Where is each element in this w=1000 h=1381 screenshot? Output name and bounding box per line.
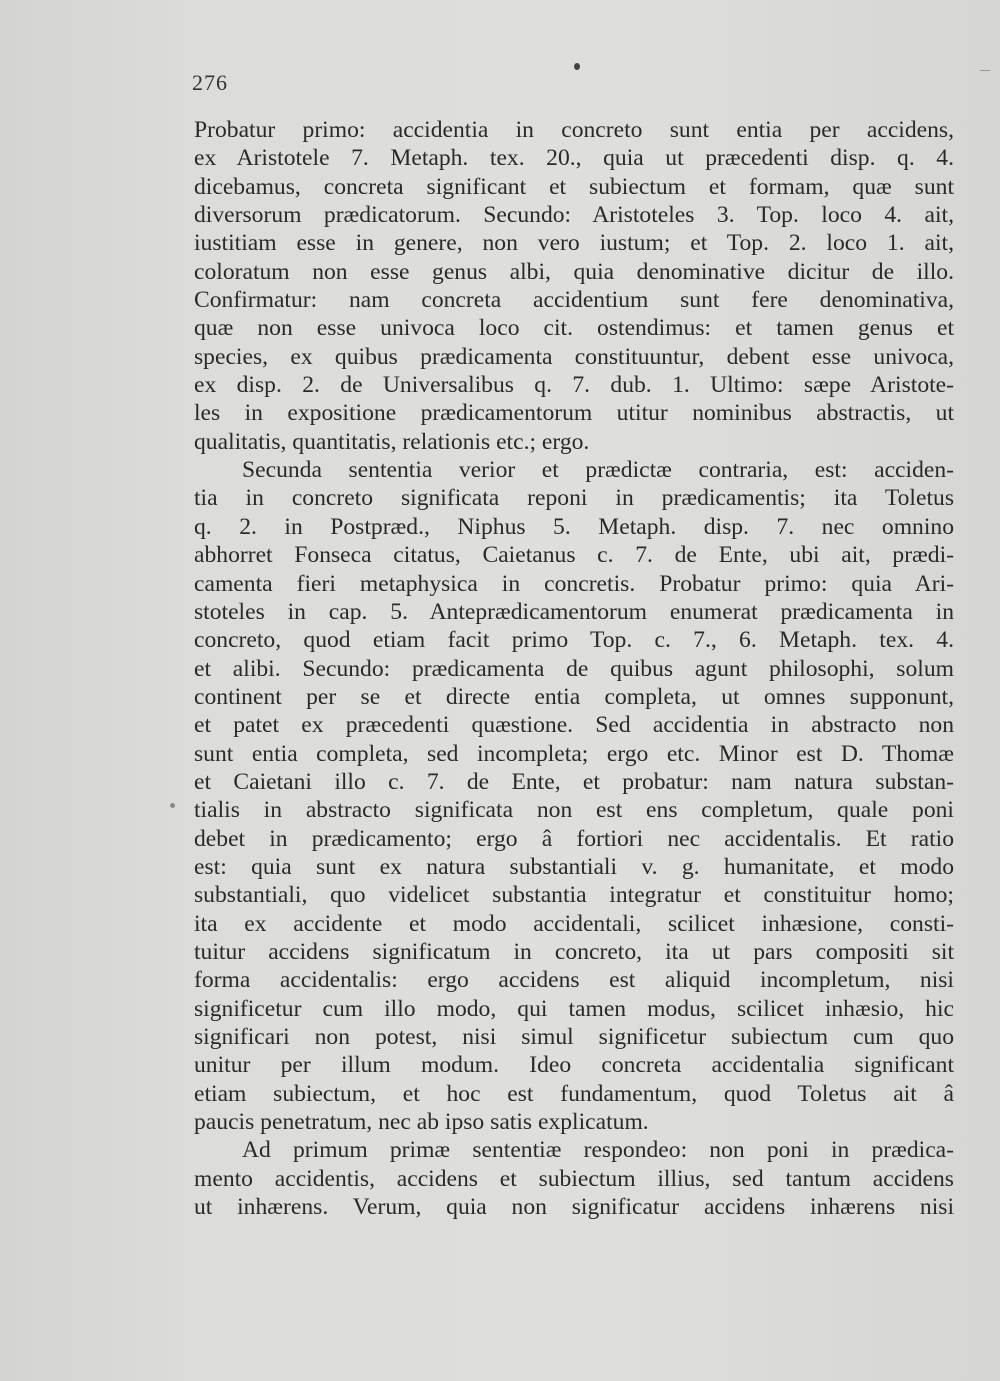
text-line: Confirmatur: nam concreta accidentium sunt fere denominativa, [194,287,954,314]
text-line: mento accidentis, accidens et subiectum illius, sed tantum accidens [194,1165,954,1192]
text-line: abhorret Fonseca citatus, Caietanus c. 7. de Ente, ubi ait, prædi- [194,542,954,569]
text-line: concreto, quod etiam facit primo Top. c. 7., 6. Metaph. tex. 4. [194,627,954,654]
text-line: unitur per illum modum. Ideo concreta accidentalia significant [194,1052,954,1079]
text-line: iustitiam esse in genere, non vero iustum; et Top. 2. loco 1. ait, [194,230,954,257]
text-line: significetur cum illo modo, qui tamen modus, scilicet inhæsio, hic [194,995,954,1022]
text-line: ex Aristotele 7. Metaph. tex. 20., quia ut præcedenti disp. q. 4. [194,145,954,172]
page-number: 276 [192,70,228,95]
text-line: ex disp. 2. de Universalibus q. 7. dub. 1. Ultimo: sæpe Aristote- [194,372,954,399]
text-line: coloratum non esse genus albi, quia denominative dicitur de illo. [194,258,954,285]
text-line: q. 2. in Postpræd., Niphus 5. Metaph. disp. 7. nec omnino [194,513,954,540]
text-line: tia in concreto significata reponi in prædicamentis; ita Toletus [194,485,954,512]
text-line: quæ non esse univoca loco cit. ostendimus: et tamen genus et [194,315,954,342]
text-line: qualitatis, quantitatis, relationis etc.; ergo. [194,428,590,455]
text-line: et alibi. Secundo: prædicamenta de quibus agunt philosophi, solum [194,655,954,682]
text-line: ut inhærens. Verum, quia non significatur accidens inhærens nisi [194,1194,954,1221]
text-line: et patet ex præcedenti quæstione. Sed accidentia in abstracto non [194,712,954,739]
text-line: les in expositione prædicamentorum utitur nominibus abstractis, ut [194,400,954,427]
margin-mark [170,803,175,808]
text-line: stoteles in cap. 5. Anteprædicamentorum enumerat prædicamenta in [194,598,954,625]
text-line: diversorum prædicatorum. Secundo: Aristoteles 3. Top. loco 4. ait, [194,202,954,229]
text-line: tuitur accidens significatum in concreto, ita ut pars compositi sit [194,938,954,965]
text-line: substantiali, quo videlicet substantia integratur et constituitur homo; [194,882,954,909]
text-line: significari non potest, nisi simul significetur subiectum cum quo [194,1024,954,1050]
text-line: sunt entia completa, sed incompleta; ergo etc. Minor est D. Thomæ [194,740,954,767]
text-line: Probatur primo: accidentia in concreto sunt entia per accidens, [194,117,954,143]
text-line: ita ex accidente et modo accidentali, scilicet inhæsione, consti- [194,910,954,937]
text-line: forma accidentalis: ergo accidens est aliquid incompletum, nisi [194,967,954,994]
print-speck [574,63,580,70]
text-line: et Caietani illo c. 7. de Ente, et probatur: nam natura substan- [194,768,954,795]
text-line: continent per se et directe entia completa, ut omnes supponunt, [194,683,954,710]
text-line: dicebamus, concreta significant et subiectum et formam, quæ sunt [194,173,954,200]
text-line: etiam subiectum, et hoc est fundamentum, quod Toletus ait â [194,1080,954,1107]
margin-dash [980,70,990,71]
text-line: Ad primum primæ sententiæ respondeo: non poni in prædica- [242,1137,954,1164]
text-line: debet in prædicamento; ergo â fortiori nec accidentalis. Et ratio [194,825,954,852]
text-line: Secunda sententia verior et prædictæ contraria, est: acciden- [242,457,954,484]
text-line: est: quia sunt ex natura substantiali v. g. humanitate, et modo [194,853,954,880]
body-text [194,116,954,1221]
text-line: paucis penetratum, nec ab ipso satis explicatum. [194,1109,649,1136]
text-line: camenta fieri metaphysica in concretis. Probatur primo: quia Ari- [194,570,954,597]
text-line: tialis in abstracto significata non est ens completum, quale poni [194,797,954,824]
text-line: species, ex quibus prædicamenta constituuntur, debent esse univoca, [194,343,954,370]
